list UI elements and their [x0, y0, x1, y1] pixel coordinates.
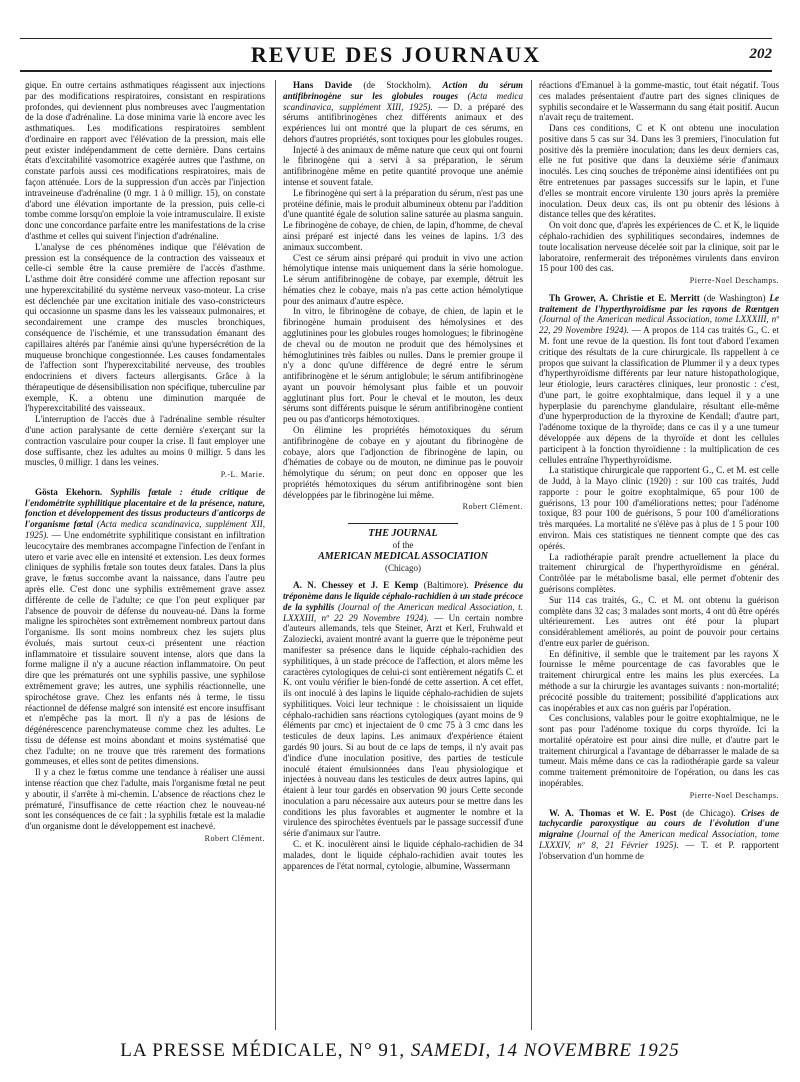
paragraph: Injecté à des animaux de même nature que ceux qui ont fourni le fibrinogène qui a servi à sa préparation, le sérum antifibrinogène même en petite quantité provoque une anémie intense et souvent fatale. [283, 144, 523, 188]
signature: Robert Clément. [204, 833, 265, 843]
paragraph: En définitive, il semble que le traitement par les rayons X fournisse le même pourcentage de cas favorables que le traitement chirurgical entre les mains les plus exercées. La méthode a sur la chirurgie les avantages suivants : non-mortalité; précocité possible du traitement; possibilité d'applications aux cas inopérables et aux cas non guéris par l'opération. [539, 648, 779, 713]
article-text: — Une endométrite syphilitique consistant en infiltration leucocytaire des membranes accompagne l'infection de l'enfant in utero et varie avec elle en intensité et extension. Les deux formes cliniques de syphilis fœtale son toutes deux fatales. Dans la plus grave, le fœtus succombe avant la naissance, dans l'autre peu après elle. C'est donc une syphilis extrêmement grave assez différente de celle de l'adulte; ce que l'on peut expliquer par l'absence de pouvoir de défense du nouveau-né. Dans la forme maligne les spirochètes sont extrêmement nombreux partout dans l'organisme. Ils sont moins nombreux chez les sujets plus évolués, mais surtout ceux-ci présentent une réaction inflammatoire et tissulaire souvent intense, alors que dans la forme maligne il n'y a aucune réaction inflammatoire. On peut dire que les prématurés ont une syphilis passive, une syphilose extrêmement grave; les autres, une syphilis réactionnelle, une spirochétose grave. Chez les enfants nés à terme, le tissu réactionnel de défense malgré son intensité est encore insuffisant et n'empêche pas la mort. Il n'y a pas de lésions de dégénérescence parenchymateuse comme chez les adultes. Le tissu de défense est moins abondant et moins systématisé que chez l'adulte; on ne trouve que très rarement des formations gommeuses, et elles sont de petites dimensions. [25, 530, 265, 767]
article-title: Crises de tachycardie paroxystique au cours de l'évolution d'une migraine [539, 807, 779, 840]
header-bottom-rule [20, 70, 772, 72]
paragraph: La statistique chirurgicale que rapportent G., C. et M. est celle de Judd, à la Mayo clinic (1920) : sur 100 cas traités, Judd rapporte : pour le goitre exophtalmique, 65 pour 100 de guérisons, 13 pour 100 d'améliorations nettes; pour l'adénome toxique, 83 pour 100 de guérisons, 5 pour 100 d'améliorations très marquées. La mortalité ne s'élève pas à plus de 1 5 pour 100 environ. Mais ces statistiques ne tiennent compte que des cas opérés. [539, 465, 779, 551]
column-left [25, 80, 265, 1030]
paragraph: L'interruption de l'accès due à l'adrénaline semble résulter d'une action paralysante de cette dernière s'exerçant sur la contraction vasculaire pour couper la crise. Il faut employer une dose suffisante, chez les adultes au moins 0 milligr. 5 dans les muscles, 0 milligr. 1 dans les veines. [25, 414, 265, 468]
journal-city: (Chicago) [385, 563, 421, 574]
article-place: (de Stockholm). [363, 80, 432, 90]
paragraph: C. et K. inoculèrent ainsi le liquide céphalo-rachidien de 34 malades, dont le liquide céphalo-rachidien avait toutes les apparences de l'état normal, cytologie, albumine, Wassermann [283, 839, 523, 871]
article-reference: (Journal of the American medical Association, tome LXXXIV, nº 8, 21 Février 1925). [539, 829, 779, 850]
signature: Robert Clément. [462, 502, 523, 512]
footer-date: SAMEDI, 14 NOVEMBRE 1925 [410, 1040, 680, 1061]
article-reference: (Journal of the American medical Association, t. LXXXIII, nº 22 29 Novembre 1924). [283, 601, 523, 623]
article-author: W. A. Thomas et W. E. Post [549, 807, 677, 818]
journal-name: AMERICAN MEDICAL ASSOCIATION [318, 551, 488, 563]
journal-section-heading [283, 523, 523, 574]
paragraph: Sur 114 cas traités, G., C. et M. ont obtenu la guérison complète dans 32 cas; 3 malades sont morts, 4 ont dû être opérés ultérieurement. Les autres ont été pour la plupart considérablement améliorés, au point de pouvoir pour certains d'entre eux parler de guérison. [539, 594, 779, 648]
column-divider [531, 80, 532, 1030]
article-heading [283, 80, 523, 145]
header-top-rule [20, 38, 772, 39]
column-divider [275, 80, 276, 1030]
paragraph: Dans ces conditions, C et K ont obtenu une inoculation positive dans 5 cas sur 34. Dans les 3 premiers, l'inoculation fut positive dès la première inoculation; dans les deux derniers cas, elle ne fut positive que dans la deuxième série d'animaux inoculés. Les cinq souches de tréponème ainsi identifiées ont pu être entretenues par passages successifs sur le lapin, et l'une d'elles se montrait encore virulente 130 jours après la première inoculation. Deux deux cas, ils ont pu obtenir des lésions à distance telles que des kératites. [539, 123, 779, 220]
paragraph: On élimine les propriétés hémotoxiques du sérum antifibrinogène de cobaye en y ajoutant du fibrinogène de cobaye, alors que l'adjonction de fibrinogène de lapin, ou d'hématies de cobaye ou de mouton, ne diminue pas le pouvoir hémolytique du sérum; on peut donc en opposer que les propriétés hémotoxiques du sérum antifibrinogène sont bien développées par le fibrinogène lui même. [283, 425, 523, 500]
article-author: Gösta Ekehorn. [35, 486, 103, 497]
article-title: Syphilis fœtale : étude critique de l'endométrite syphilitique placentaire et de la présence, nature, fonction et développement des tissus producteurs d'anticorps de l'organisme fœtal [25, 486, 265, 530]
paragraph: L'analyse de ces phénomènes indique que l'élévation de pression est la conséquence de la contraction des vaisseaux et celle-ci semble être la cause première de l'accès d'asthme. L'asthme doit être considéré comme une affection reposant sur une hyperexcitabilité du système nerveux vaso-moteur. La crise est déclenchée par une excitation initiale des vaso-constricteurs qui occasionne un spasme dans les les vaisseaux pulmonaires, et secondairement une crampe des muscles bronchiques, conséquence de l'ischémie, et une transsudation émanant des capillaires altérés par l'anémie ainsi qu'une hypersécrétion de la muqueuse bronchique congestionnée. Les causes fondamentales de l'affection sont l'hyperexcitabilité nerveuse, des troubles endocriniens et divers facteurs allergisants. Grâce à la thérapeutique de désensibilisation non spécifique, tuberculine par exemple, K. a obtenu une diminution marquée de l'hyperexcitabilité des vaisseaux. [25, 241, 265, 414]
paragraph: gique. En outre certains asthmatiques réagissent aux injections par des modifications respiratoires, consistant en respirations profondes, qui deviennent plus nombreuses avec l'augmentation de la dose d'adrénaline. La dose minima varie là encore avec les asthmatiques. Les modifications respiratoires semblent d'ordinaire en rapport avec l'élévation de la pression, mais elle peut exister indépendamment de cette dernière. Dans certains états d'excitabilité vasomotrice exagérée autres que l'asthme, on constate parfois aussi ces modifications respiratoires, mais de façon atténuée. Lors de la suppression d'un accès par l'injection intraveineuse d'adrénaline (0 mgr. 1 à 0 milligr. 15), on constate d'abord une élévation importante de la pression, puis celle-ci tombe comme lorsqu'on emploie la voie intramusculaire. Il existe donc une concordance parfaite entre les manifestations de la crise d'asthme et celles qui suivent l'injection d'adrénaline. [25, 80, 265, 241]
article-heading [283, 580, 523, 839]
page-footer [20, 1040, 780, 1070]
article-place: (de Washington) [703, 292, 766, 303]
divider [348, 523, 458, 524]
article-heading [539, 808, 779, 862]
article-place: (de Chicago). [682, 807, 736, 818]
article-text: — D. a préparé des sérums antifibrinogènes chez différents animaux et des expériences lui ont montré que la plupart de ces sérums, en dehors d'autres propriétés, sont toxiques pour les globules rouges. [283, 101, 523, 144]
paragraph: réactions d'Emanuel à la gomme-mastic, tout était négatif. Tous ces malades présentaient d'autre part des signes cliniques de syphilis secondaire et le Wassermann du sang était positif. Aucun n'avait reçu de traitement. [539, 80, 779, 123]
column-right [539, 80, 779, 1030]
paragraph: C'est ce sérum ainsi préparé qui produit in vivo une action hémolytique intense mais uniquement dans la série homologue. Le sérum antifibrinogène de cobaye, par exemple, détruit les hématies chez le cobaye, mais n'a pas cette action hémolytique pour des animaux d'autre espèce. [283, 252, 523, 306]
article-title: Le traitement de l'hyperthyroïdisme par les rayons de Rœntgen [539, 292, 779, 314]
journal-of: of the [392, 540, 414, 551]
footer-journal: LA PRESSE MÉDICALE, [120, 1040, 344, 1061]
signature: Pierre-Noel Deschamps. [689, 276, 779, 286]
page-header [20, 30, 772, 72]
article-text: — Un certain nombre d'auteurs allemands, tels que Steiner, Arzt et Kerl, Fruhwald et Zaloziecki, avaient montré avant la guerre que le tréponème peut manifester sa présence dans le liquide céphalo-rachidien des syphilitiques, à un stade précoce de l'affection, et alors même les caractères cytologiques de celui-ci sont entièrement négatifs C. et K. ont voulu vérifier le bien-fondé de cette assertion. A cet effet, ils ont inoculé à des lapins le liquide céphalo-rachidien de sujets syphilitiques. Voici leur technique : le choisissaient un liquide céphalo-rachidien sans réactions cytologiques (ayant moins de 9 éléments par cmc) et injectaient de 0 cmc 75 à 3 cmc dans les testicules de deux lapins. Les animaux d'expérience étaient gardés 90 jours. Si au bout de ce laps de temps, il n'y avait pas d'indice d'une inoculation positive, des parties de testicule inoculé étaient émulsionnées dans l'eau physiologique et injectées à nouveau dans les testicules de deux autres lapins, qui étaient à leur tour gardés en observation 90 jours Cette seconde inoculation a paru nécessaire aux auteurs pour se mettre dans les conditions les plus favorables et augmenter le nombre et la virulence des spirochètes éventuels par le passage successif d'une série d'animaux sur l'autre. [283, 612, 523, 839]
article-text: — A propos de 114 cas traités G., C. et M. font une revue de la question. Ils font tout d'abord l'examen critique des résultats de la cure chirurgicale. Ils rappellent à ce propos que suivant la classification de Plummer il y a deux types d'hyperthyroïdisme différents par leur nature histopathologique, leur étiologie, leurs caractères cliniques, leur pronostic : c'est, d'une part, le goitre exophtalmique, dans lequel il y a une hyperplasie du parenchyme glandulaire, résultant elle-même d'une hyperproduction de la thyroxine de Kendall; d'autre part, l'adénome toxique de la thyroïde; dans ce cas il y a une tumeur développée aux dépens de la thyroïde et dont les cellules participent à la fonction thyroïdienne : la multiplication de ces cellules entraîne l'hyperthyroïdisme. [539, 325, 779, 465]
journal-the: THE JOURNAL [368, 528, 438, 540]
paragraph: Ces conclusions, valables pour le goitre exophtalmique, ne le sont pas pour l'adénome toxique du corps thyroïde. Ici la mortalité opératoire est pour ainsi dire nulle, et d'autre part le traitement chirurgical a l'avantage de débarrasser le malade de sa tumeur. Mais même dans ce cas la radiothérapie garde sa valeur comme traitement prémonitoire de l'opération, ou dans les cas inopérables. [539, 713, 779, 788]
article-reference: (Journal of the American medical Association, tome LXXXIII, nº 22, 29 Novembre 1924). [539, 314, 779, 336]
article-title: Action du sérum antifibrinogène sur les globules rouges [283, 80, 523, 101]
paragraph: Il y a chez le fœtus comme une tendance à réaliser une aussi intense réaction que chez l'adulte, mais l'organisme fœtal ne peut y aboutir, il s'arrête à mi-chemin. L'absence de réactions chez le prématuré, l'insuffisance de cette réaction chez le nouveau-né sont les conséquences de ce fait : la syphilis fœtale est la maladie d'un organisme dont le développement est inachevé. [25, 767, 265, 832]
article-title: Présence du tréponème dans le liquide céphalo-rachidien à un stade précoce de la syphilis [283, 580, 523, 612]
paragraph: In vitro, le fibrinogène de cobaye, de chien, de lapin et le fibrinogène humain produisent des hémolysines et des agglutinines pour les globules rouges homologues; le fibrinogène de cheval ou de mouton ne produit que des hémolysines et hémoglutinines très faibles ou nulles. Dans le premier groupe il n'y a donc qu'une différence de degré entre le sérum antifibrinogène et le sérum antiglobule; le sérum antifibrinogène ayant un pouvoir hémolysant plus faible et un pouvoir agglutinant plus fort. Pour le cheval et le mouton, les deux sérums sont différents puisque le sérum antifibrinogène contient peu ou pas d'anticorps hémotoxiques. [283, 306, 523, 425]
article-heading [539, 293, 779, 466]
article-reference: (Acta medica scandinavica, supplément XIII, 1925). [283, 90, 523, 112]
article-author: Hans Davide [293, 80, 352, 90]
paragraph: La radiothérapie paraît prendre actuellement la place du traitement chirurgical de l'hyperthyroïdisme en général. Contrôlée par le métabolisme basal, elle permet d'obtenir des guérisons complètes. [539, 551, 779, 594]
article-place: (Baltimore). [423, 580, 469, 591]
article-heading [25, 487, 265, 767]
article-text: — T. et P. rapportent l'observation d'un homme de [539, 839, 779, 861]
page-number: 202 [749, 46, 772, 62]
article-reference: (Acta medica scandinavica, supplément XII, 1925). [25, 519, 265, 541]
footer-issue: N° 91, [349, 1040, 406, 1061]
column-middle [283, 80, 523, 1030]
signature: P.-L. Marie. [220, 470, 265, 480]
paragraph: On voit donc que, d'après les expériences de C. et K, le liquide céphalo-rachidien des syphilitiques secondaires, indemnes de toute localisation nerveuse décelée soit par la clinique, soit par le laboratoire, renfermerait des tréponèmes virulents dans environ 15 pour 100 des cas. [539, 220, 779, 274]
signature: Pierre-Noel Deschamps. [689, 790, 779, 800]
article-author: Th Grower, A. Christie et E. Merritt [549, 292, 700, 303]
paragraph: Le fibrinogène qui sert à la préparation du sérum, n'est pas une protéine définie, mais le produit albumineux obtenu par l'addition d'une quantité égale de solution saline saturée au plasma sanguin. Le fibrinogène de cobaye, de chien, de lapin, d'homme, de cheval ainsi préparé est injecté dans les veines de lapins. 1/3 des animaux succombent. [283, 187, 523, 252]
article-author: A. N. Chessey et J. E Kemp [293, 580, 419, 591]
running-title: REVUE DES JOURNAUX [250, 42, 542, 67]
